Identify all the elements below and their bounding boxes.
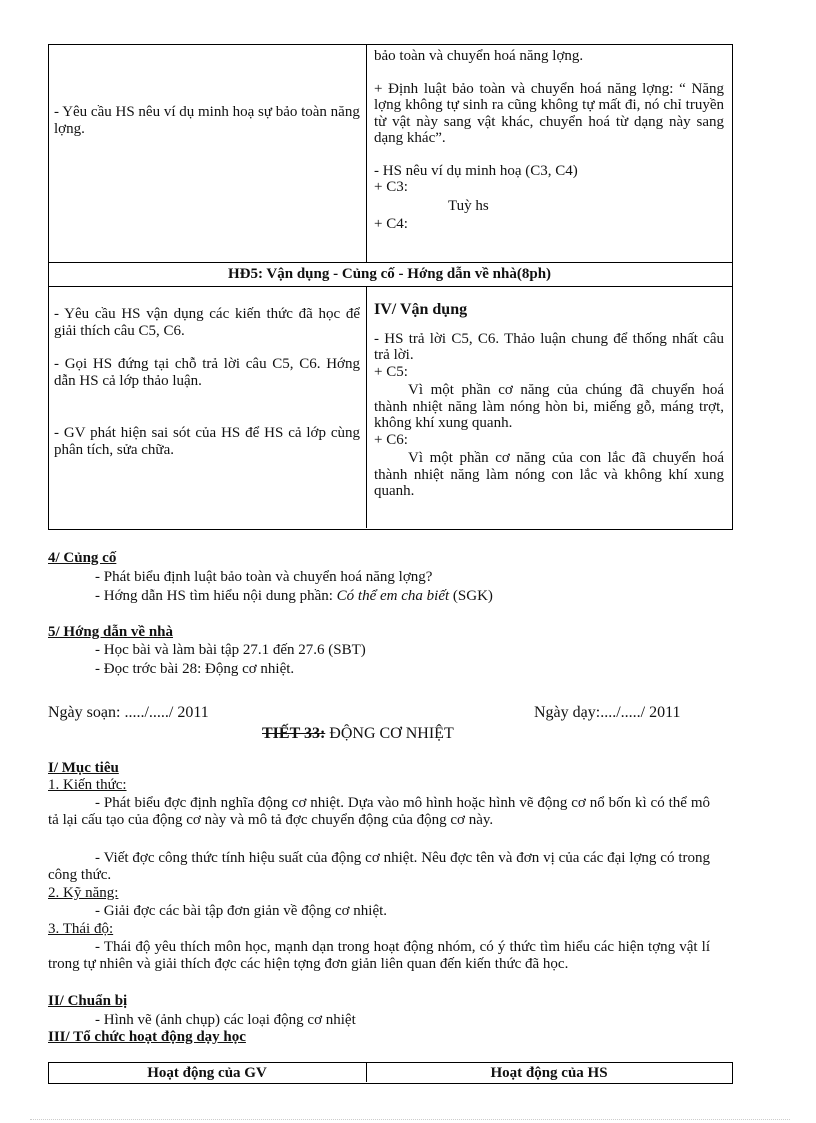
huong-dan-item: - Học bài và làm bài tập 27.1 đến 27.6 (SBT) (95, 642, 366, 658)
gv-step: - Gọi HS đứng tại chỗ trả lời câu C5, C6. Hớng dẫn HS cả lớp thảo luận. (54, 356, 360, 389)
cung-co-italic: Có thể em cha biết (336, 588, 450, 604)
van-dung-title: IV/ Vận dụng (374, 301, 468, 318)
ngay-day-label: Ngày dạy: (534, 704, 601, 721)
ngay-day (534, 704, 681, 722)
table-cell-hs (374, 48, 724, 261)
kien-thuc-item: - Viết đợc công thức tính hiệu suất của động cơ nhiệt. Nêu đợc tên và đơn vị của các đại lợng có trong công thức. (48, 850, 710, 883)
table-row-divider (48, 262, 733, 263)
c3-label: + C3: (374, 179, 408, 195)
thai-do-title: 3. Thái độ: (48, 921, 114, 937)
table-column-divider (366, 287, 367, 528)
c4-label: + C4: (374, 216, 408, 232)
table-header-gv: Hoạt động của GV (147, 1065, 267, 1081)
c5-answer: Vì một phần cơ năng của chúng đã chuyển hoá thành nhiệt năng làm nóng hòn bi, miếng gỗ, máng trợt, không khí xung quanh. (374, 382, 724, 432)
ngay-soan-label: Ngày soạn: (48, 704, 121, 721)
ngay-soan (48, 704, 209, 722)
section-huong-dan-title: 5/ Hớng dẫn về nhà (48, 624, 174, 640)
ky-nang-item: - Giải đợc các bài tập đơn giản về động cơ nhiệt. (95, 903, 388, 919)
ngay-soan-value: ...../...../ 2011 (120, 704, 209, 721)
lesson-title (262, 725, 454, 743)
table-row-divider (48, 286, 733, 287)
c3-answer: Tuỳ hs (448, 197, 489, 214)
table-header-hs: Hoạt động của HS (490, 1065, 608, 1081)
hd5-hs-cell (374, 301, 724, 500)
cung-co-item: - Phát biểu định luật bảo toàn và chuyển hoá năng lợng? (95, 569, 433, 585)
kien-thuc-item: - Phát biểu đợc định nghĩa động cơ nhiệt. Dựa vào mô hình hoặc hình vẽ động cơ nổ bốn kì có thể mô tả lại cấu tạo của động cơ này và mô tả đợc chuyển động của động cơ này. (48, 795, 710, 828)
section-muc-tieu-title: I/ Mục tiêu (48, 760, 119, 776)
c5-label: + C5: (374, 363, 408, 380)
section-to-chuc-title: III/ Tổ chức hoạt động dạy học (48, 1029, 246, 1045)
kien-thuc-title: 1. Kiến thức: (48, 777, 127, 793)
cung-co-text: - Hớng dẫn HS tìm hiểu nội dung phần: (95, 588, 337, 604)
huong-dan-item: - Đọc trớc bài 28: Động cơ nhiệt. (95, 661, 295, 677)
gv-instruction: - Yêu cầu HS nêu ví dụ minh hoạ sự bảo toàn năng lợng. (54, 104, 360, 137)
hs-examples: - HS nêu ví dụ minh hoạ (C3, C4) (374, 162, 578, 179)
table-column-divider (366, 44, 367, 262)
chuan-bi-item: - Hình vẽ (ảnh chụp) các loại động cơ nhiệt (95, 1012, 356, 1028)
lesson-name: ĐỘNG CƠ NHIỆT (325, 725, 454, 742)
ky-nang-title: 2. Kỹ năng: (48, 885, 119, 901)
cung-co-item (95, 588, 493, 605)
hd5-gv-cell (54, 306, 360, 458)
cung-co-text: (SGK) (449, 588, 493, 604)
hs-text-line: bảo toàn và chuyển hoá năng lợng. (374, 48, 584, 64)
thai-do-item: - Thái độ yêu thích môn học, mạnh dạn trong hoạt động nhóm, có ý thức tìm hiểu các hiện tợng vật lí trong tự nhiên và giải thích đợc các hiện tợng đơn giản liên quan đến kiến thức đã học. (48, 939, 710, 972)
conservation-law: + Định luật bảo toàn và chuyển hoá năng lợng: “ Năng lợng không tự sinh ra cũng không tự mất đi, nó chỉ truyền từ vật này sang vật khác, chuyển hoá từ dạng này sang dạng khác”. (374, 80, 724, 146)
gv-step: - GV phát hiện sai sót của HS để HS cả lớp cùng phân tích, sửa chữa. (54, 425, 360, 458)
c6-answer: Vì một phần cơ năng của con lắc đã chuyển hoá thành nhiệt năng làm nóng con lắc và không khí xung quanh. (374, 450, 724, 500)
lesson-number: TIẾT 33: (262, 725, 326, 742)
page-edge-dots (30, 1119, 790, 1120)
ngay-day-value: ..../...../ 2011 (600, 704, 681, 721)
section-cung-co-title: 4/ Củng cố (48, 550, 117, 566)
gv-step: - Yêu cầu HS vận dụng các kiến thức đã học để giải thích câu C5, C6. (54, 306, 360, 339)
c6-label: + C6: (374, 431, 408, 448)
table-cell-gv (54, 104, 360, 137)
section-chuan-bi-title: II/ Chuẩn bị (48, 993, 128, 1009)
hd5-header: HĐ5: Vận dụng - Củng cố - Hớng dẫn về nhà(8ph) (227, 266, 552, 282)
hs-answer-intro: - HS trả lời C5, C6. Thảo luận chung để thống nhất câu trả lời. (374, 330, 724, 364)
